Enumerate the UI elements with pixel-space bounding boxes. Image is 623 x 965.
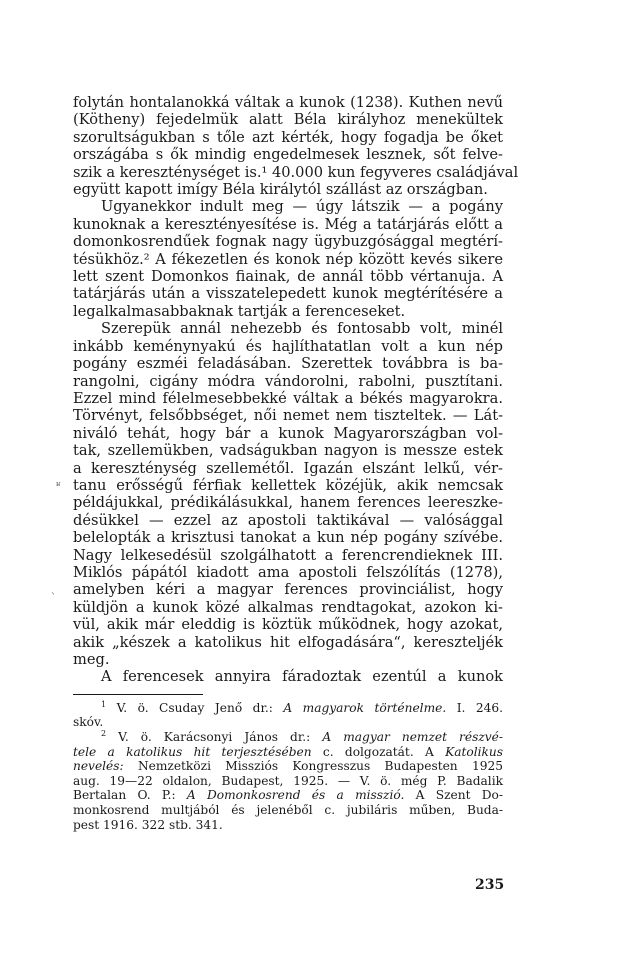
footnote-text: V. ö. Karácsonyi János dr.: A magyar nemzet részvé-: [118, 730, 503, 744]
footnote-line: pest 1916. 322 stb. 341.: [73, 817, 223, 832]
text-line: küldjön a kunok közé alkalmas rendtagokat, azokon ki-: [73, 598, 503, 616]
paragraph-3: [73, 320, 503, 668]
page-number: 235: [475, 877, 505, 893]
text-line: A ferencesek annyira fáradoztak ezentúl a kunok: [101, 668, 503, 686]
text-line: akik „készek a katolikus hit elfogadására“, kereszteljék: [73, 633, 503, 651]
text-line: Ezzel mind félelmesebbekké váltak a békés magyarokra.: [73, 389, 503, 407]
margin-mark: ʶ: [56, 479, 62, 494]
body-text: [73, 94, 519, 686]
italic-title: Katolikus: [445, 744, 503, 759]
italic-title: A Domonkosrend és a misszió.: [186, 788, 405, 803]
footnote-line: aug. 19—22 oldalon, Budapest, 1925. — V. ö. még P. Badalik: [73, 773, 503, 788]
text-line: Szerepük annál nehezebb és fontosabb volt, minél: [101, 320, 503, 338]
text-line: országába s ők mindig engedelmesek lesznek, sőt felve-: [73, 146, 503, 164]
text-line: tatárjárás után a visszatelepedett kunok megtérítésére a: [73, 285, 503, 303]
italic-title: tele a katolikus hit terjesztésében: [73, 744, 312, 759]
text-line: tanu erősségű férfiak kellettek közéjük, akik nemcsak: [73, 476, 503, 494]
text-line: belelopták a krisztusi tanokat a kun nép pogány szívébe.: [73, 529, 503, 547]
text-line: meg.: [73, 651, 110, 668]
text-line: Nagy lelkesedésül szolgálhatott a ferencrendieknek III.: [73, 546, 503, 564]
text-line: a kereszténység szellemétől. Igazán elszánt lelkű, vér-: [73, 459, 503, 477]
page-content: [73, 94, 519, 832]
text-line: szik a kereszténységet is.¹ 40.000 kun fegyveres családjával: [73, 163, 519, 181]
text-line: Törvényt, felsőbbséget, női nemet nem tiszteltek. — Lát-: [73, 407, 503, 425]
text-line: vül, akik már eleddig is köztük működnek, hogy azokat,: [73, 616, 503, 634]
footnote-number: 2: [101, 728, 107, 738]
footnote-text: V. ö. Csuday Jenő dr.: A magyarok történelme. I. 246.: [116, 700, 503, 715]
footnote-line: skóv.: [73, 715, 104, 730]
text-line: inkább keménynyakú és hajlíthatatlan volt a kun nép: [73, 337, 503, 355]
italic-title: A magyar nemzet részvé-: [322, 730, 503, 744]
text-line: rangolni, cigány módra vándorolni, rabolni, pusztítani.: [73, 372, 503, 390]
text-line: lett szent Domonkos fiainak, de annál több vértanuja. A: [73, 268, 503, 286]
footnote-line: tele a katolikus hit terjesztésében c. dolgozatát. A Katolikus: [73, 744, 503, 759]
text-line: kunoknak a keresztényesítése is. Még a tatárjárás előtt a: [73, 215, 503, 233]
italic-title: A magyarok történelme.: [283, 700, 447, 715]
footnote-line: [73, 701, 503, 716]
paragraph-1: [73, 94, 519, 199]
footnote-2: [73, 730, 503, 832]
text-line: szorultságukban s tőle azt kérték, hogy fogadja be őket: [73, 128, 503, 146]
footnote-line: Bertalan O. P.: A Domonkosrend és a misszió. A Szent Do-: [73, 788, 503, 803]
footnote-line: [73, 730, 503, 745]
text-line: pogány eszméi feladásában. Szerettek továbbra is ba-: [73, 355, 503, 373]
text-line: domonkosrendűek fognak nagy ügybuzgósággal megtérí-: [73, 233, 503, 251]
text-line: Ugyanekkor indult meg — úgy látszik — a pogány: [101, 198, 503, 216]
footnote-line: nevelés: Nemzetközi Missziós Kongresszus Budapesten 1925: [73, 759, 503, 774]
text-line: együtt kapott imígy Béla királytól szállást az országban.: [73, 181, 488, 199]
text-line: tak, szellemükben, vadságukban nagyon is messze estek: [73, 442, 503, 460]
text-line: désükkel — ezzel az apostoli taktikával — valósággal: [73, 511, 503, 529]
text-line: Miklós pápától kiadott ama apostoli felszólítás (1278),: [73, 563, 503, 581]
text-line: példájukkal, prédikálásukkal, hanem ferences leereszke-: [73, 494, 503, 512]
text-line: legalkalmasabbaknak tartják a ferenceseket.: [73, 302, 406, 320]
paragraph-2: [73, 198, 503, 320]
text-line: (Kötheny) fejedelmük alatt Béla királyhoz menekültek: [73, 111, 503, 129]
text-line: niváló tehát, hogy bár a kunok Magyarországban vol-: [73, 424, 503, 442]
footnote-1: [73, 701, 503, 730]
italic-title: nevelés:: [73, 759, 124, 774]
paragraph-4: [73, 668, 503, 685]
footnotes: [73, 701, 503, 832]
footnote-number: 1: [101, 699, 107, 709]
footnote-divider: [73, 694, 203, 695]
text-line: amelyben kéri a magyar ferences provinciálist, hogy: [73, 581, 503, 599]
text-line: tésükhöz.² A fékezetlen és konok nép között kevés sikere: [73, 250, 503, 268]
text-line: folytán hontalanokká váltak a kunok (1238). Kuthen nevű: [73, 94, 503, 111]
margin-dot: `: [51, 593, 56, 604]
footnote-line: monkosrend multjából és jelenéből c. jubiláris műben, Buda-: [73, 802, 503, 817]
